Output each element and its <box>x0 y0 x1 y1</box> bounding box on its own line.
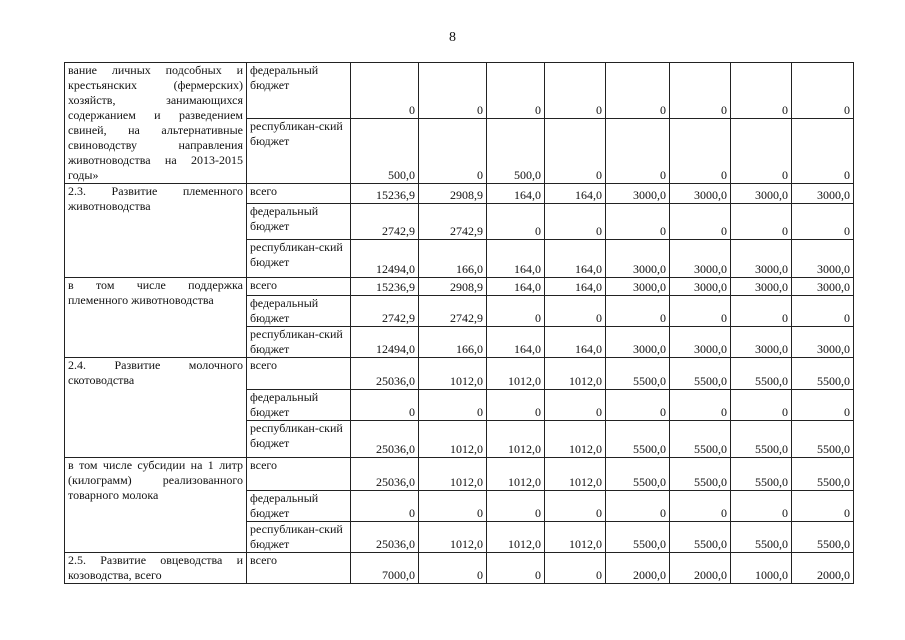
amount-cell: 0 <box>545 296 606 327</box>
amount-cell: 164,0 <box>487 184 545 204</box>
amount-cell: 0 <box>545 553 606 584</box>
amount-cell: 0 <box>487 296 545 327</box>
amount-cell: 0 <box>670 63 731 119</box>
amount-cell: 0 <box>545 119 606 184</box>
amount-cell: 0 <box>792 63 854 119</box>
amount-cell: 25036,0 <box>351 421 419 458</box>
amount-cell: 2908,9 <box>419 278 487 296</box>
amount-cell: 0 <box>606 63 670 119</box>
amount-cell: 0 <box>419 63 487 119</box>
amount-cell: 164,0 <box>545 240 606 278</box>
amount-cell: 0 <box>792 296 854 327</box>
amount-cell: 3000,0 <box>731 327 792 358</box>
amount-cell: 0 <box>545 491 606 522</box>
measure-description: 2.4. Развитие молочного скотоводства <box>65 358 247 458</box>
measure-description: в том числе субсидии на 1 литр (килограмм) реализованного товарного молока <box>65 458 247 553</box>
amount-cell: 0 <box>670 119 731 184</box>
amount-cell: 500,0 <box>487 119 545 184</box>
amount-cell: 2000,0 <box>792 553 854 584</box>
funding-source: всего <box>247 184 351 204</box>
amount-cell: 1000,0 <box>731 553 792 584</box>
amount-cell: 3000,0 <box>606 240 670 278</box>
amount-cell: 1012,0 <box>419 358 487 390</box>
amount-cell: 5500,0 <box>792 358 854 390</box>
amount-cell: 0 <box>731 390 792 421</box>
amount-cell: 0 <box>545 390 606 421</box>
amount-cell: 164,0 <box>487 327 545 358</box>
amount-cell: 0 <box>487 63 545 119</box>
amount-cell: 0 <box>545 63 606 119</box>
amount-cell: 0 <box>731 63 792 119</box>
amount-cell: 3000,0 <box>670 240 731 278</box>
amount-cell: 5500,0 <box>606 358 670 390</box>
amount-cell: 0 <box>606 204 670 240</box>
amount-cell: 0 <box>731 491 792 522</box>
amount-cell: 0 <box>606 491 670 522</box>
amount-cell: 0 <box>351 63 419 119</box>
amount-cell: 1012,0 <box>487 522 545 553</box>
amount-cell: 1012,0 <box>419 421 487 458</box>
amount-cell: 5500,0 <box>731 458 792 491</box>
amount-cell: 0 <box>419 553 487 584</box>
amount-cell: 3000,0 <box>731 184 792 204</box>
amount-cell: 2742,9 <box>351 296 419 327</box>
amount-cell: 5500,0 <box>670 358 731 390</box>
amount-cell: 1012,0 <box>419 522 487 553</box>
amount-cell: 164,0 <box>545 327 606 358</box>
amount-cell: 0 <box>792 119 854 184</box>
amount-cell: 2742,9 <box>419 204 487 240</box>
funding-source: федеральный бюджет <box>247 63 351 119</box>
amount-cell: 0 <box>351 491 419 522</box>
amount-cell: 12494,0 <box>351 240 419 278</box>
amount-cell: 0 <box>731 204 792 240</box>
amount-cell: 3000,0 <box>606 327 670 358</box>
measure-description: в том числе поддержка племенного животноводства <box>65 278 247 358</box>
table-row <box>65 278 854 296</box>
funding-source: федеральный бюджет <box>247 491 351 522</box>
amount-cell: 3000,0 <box>670 184 731 204</box>
amount-cell: 1012,0 <box>545 358 606 390</box>
amount-cell: 5500,0 <box>792 458 854 491</box>
amount-cell: 15236,9 <box>351 184 419 204</box>
amount-cell: 5500,0 <box>670 458 731 491</box>
amount-cell: 1012,0 <box>487 421 545 458</box>
funding-source: федеральный бюджет <box>247 296 351 327</box>
amount-cell: 0 <box>792 491 854 522</box>
measure-description: 2.3. Развитие племенного животноводства <box>65 184 247 278</box>
amount-cell: 1012,0 <box>487 358 545 390</box>
amount-cell: 0 <box>731 296 792 327</box>
amount-cell: 5500,0 <box>606 421 670 458</box>
amount-cell: 0 <box>487 491 545 522</box>
amount-cell: 3000,0 <box>792 278 854 296</box>
table-body <box>65 63 854 584</box>
funding-source: федеральный бюджет <box>247 390 351 421</box>
amount-cell: 1012,0 <box>545 522 606 553</box>
amount-cell: 0 <box>351 390 419 421</box>
amount-cell: 5500,0 <box>792 421 854 458</box>
amount-cell: 166,0 <box>419 327 487 358</box>
amount-cell: 0 <box>545 204 606 240</box>
amount-cell: 7000,0 <box>351 553 419 584</box>
amount-cell: 25036,0 <box>351 458 419 491</box>
funding-source: федеральный бюджет <box>247 204 351 240</box>
amount-cell: 3000,0 <box>670 278 731 296</box>
amount-cell: 2000,0 <box>606 553 670 584</box>
amount-cell: 12494,0 <box>351 327 419 358</box>
amount-cell: 500,0 <box>351 119 419 184</box>
amount-cell: 25036,0 <box>351 522 419 553</box>
amount-cell: 0 <box>731 119 792 184</box>
funding-source: республикан-ский бюджет <box>247 119 351 184</box>
amount-cell: 5500,0 <box>731 358 792 390</box>
amount-cell: 5500,0 <box>606 522 670 553</box>
amount-cell: 0 <box>792 390 854 421</box>
amount-cell: 15236,9 <box>351 278 419 296</box>
amount-cell: 0 <box>419 390 487 421</box>
funding-source: всего <box>247 458 351 491</box>
amount-cell: 0 <box>670 204 731 240</box>
amount-cell: 164,0 <box>545 184 606 204</box>
funding-source: республикан-ский бюджет <box>247 522 351 553</box>
amount-cell: 25036,0 <box>351 358 419 390</box>
table-row <box>65 358 854 390</box>
amount-cell: 164,0 <box>545 278 606 296</box>
amount-cell: 5500,0 <box>792 522 854 553</box>
amount-cell: 0 <box>792 204 854 240</box>
amount-cell: 3000,0 <box>606 184 670 204</box>
table-row <box>65 184 854 204</box>
amount-cell: 3000,0 <box>731 278 792 296</box>
amount-cell: 3000,0 <box>731 240 792 278</box>
amount-cell: 0 <box>606 119 670 184</box>
amount-cell: 1012,0 <box>419 458 487 491</box>
table-row <box>65 553 854 584</box>
amount-cell: 0 <box>419 491 487 522</box>
funding-source: республикан-ский бюджет <box>247 240 351 278</box>
amount-cell: 0 <box>487 390 545 421</box>
funding-source: республикан-ский бюджет <box>247 421 351 458</box>
amount-cell: 1012,0 <box>545 458 606 491</box>
amount-cell: 5500,0 <box>670 421 731 458</box>
amount-cell: 5500,0 <box>606 458 670 491</box>
amount-cell: 2742,9 <box>351 204 419 240</box>
measure-description: вание личных подсобных и крестьянских (фермерских) хозяйств, занимающихся содержанием и разведением свиней, на альтернативные свиноводству направления животноводства на 2013-2015 годы» <box>65 63 247 184</box>
amount-cell: 0 <box>487 553 545 584</box>
amount-cell: 5500,0 <box>731 421 792 458</box>
amount-cell: 0 <box>670 491 731 522</box>
amount-cell: 5500,0 <box>670 522 731 553</box>
amount-cell: 2742,9 <box>419 296 487 327</box>
amount-cell: 1012,0 <box>487 458 545 491</box>
amount-cell: 0 <box>670 296 731 327</box>
amount-cell: 2908,9 <box>419 184 487 204</box>
table-row <box>65 458 854 491</box>
funding-source: всего <box>247 358 351 390</box>
amount-cell: 0 <box>606 296 670 327</box>
amount-cell: 0 <box>419 119 487 184</box>
amount-cell: 0 <box>670 390 731 421</box>
amount-cell: 3000,0 <box>792 240 854 278</box>
table-row <box>65 63 854 119</box>
amount-cell: 164,0 <box>487 240 545 278</box>
budget-table <box>64 62 854 584</box>
amount-cell: 2000,0 <box>670 553 731 584</box>
amount-cell: 3000,0 <box>792 184 854 204</box>
amount-cell: 1012,0 <box>545 421 606 458</box>
amount-cell: 3000,0 <box>792 327 854 358</box>
amount-cell: 5500,0 <box>731 522 792 553</box>
funding-source: республикан-ский бюджет <box>247 327 351 358</box>
amount-cell: 3000,0 <box>670 327 731 358</box>
page-number: 8 <box>449 30 456 45</box>
amount-cell: 164,0 <box>487 278 545 296</box>
amount-cell: 166,0 <box>419 240 487 278</box>
funding-source: всего <box>247 278 351 296</box>
funding-source: всего <box>247 553 351 584</box>
amount-cell: 0 <box>606 390 670 421</box>
measure-description: 2.5. Развитие овцеводства и козоводства, всего <box>65 553 247 584</box>
amount-cell: 3000,0 <box>606 278 670 296</box>
amount-cell: 0 <box>487 204 545 240</box>
